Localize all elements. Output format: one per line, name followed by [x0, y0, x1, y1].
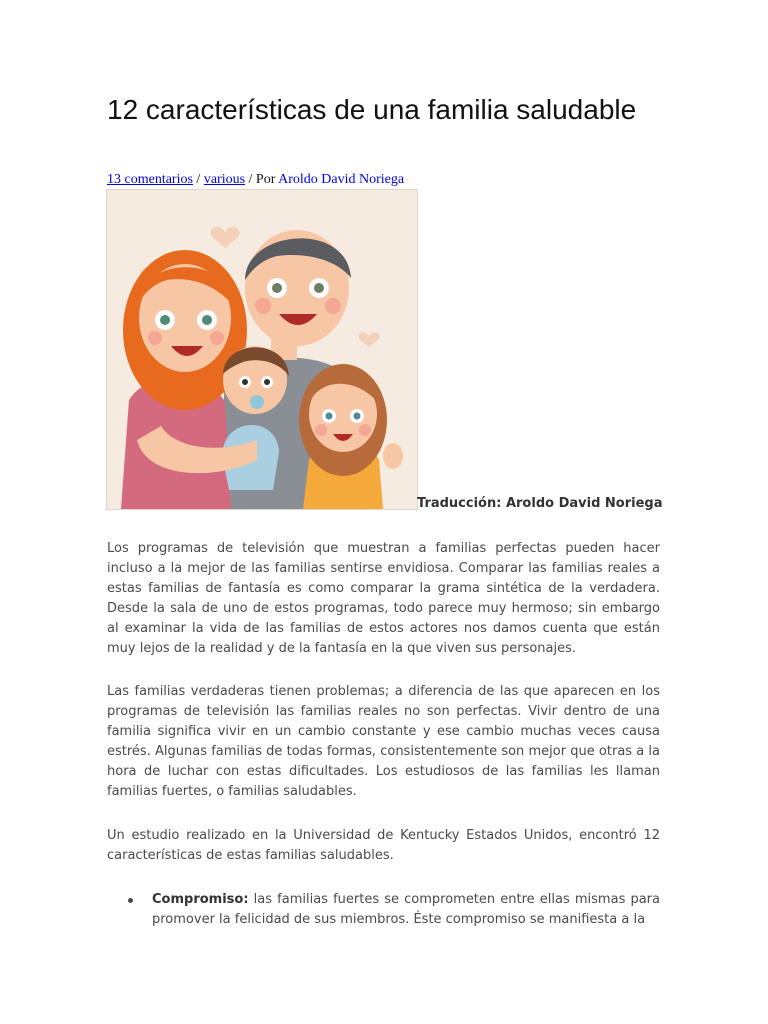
- meta-separator: /: [192, 172, 204, 187]
- post-meta: [107, 172, 404, 188]
- family-illustration: [107, 190, 417, 509]
- image-caption: Traducción: Aroldo David Noriega: [417, 496, 663, 511]
- bullet-icon: [128, 898, 133, 903]
- bullet-term: Compromiso:: [152, 892, 249, 907]
- bullet-text: las familias fuertes se comprometen entre ellas mismas para promover la felicidad de sus miembros. Éste compromiso se manifiesta a la: [152, 892, 660, 927]
- page-title: 12 características de una familia saludable: [107, 94, 637, 125]
- paragraph-2: Las familias verdaderas tienen problemas; a diferencia de las que aparecen en los programas de televisión las familias reales no son perfectas. Vivir dentro de una familia significa vivir en un cambio constante y ese cambio muchas veces causa estrés. Algunas familias de todas formas, consistentemente son mejor que otras a la hora de luchar con estas dificultades. Los estudiosos de las familias les llaman familias fuertes, o familias saludables.: [107, 684, 660, 799]
- paragraph-3: Un estudio realizado en la Universidad de Kentucky Estados Unidos, encontró 12 características de estas familias saludables.: [107, 828, 660, 863]
- category-link[interactable]: various: [203, 172, 246, 187]
- comments-link[interactable]: 13 comentarios: [107, 172, 193, 187]
- meta-separator-by: / Por: [245, 172, 279, 187]
- list-item: [107, 890, 660, 930]
- paragraph-1: Los programas de televisión que muestran a familias perfectas pueden hacer incluso a la mejor de las familias sentirse envidiosa. Comparar las familias reales a estas familias de fantasía es como comparar la grama sintética de la verdadera. Desde la sala de uno de estos programas, todo parece muy hermoso; sin embargo al examinar la vida de las familias de estos actores nos damos cuenta que están muy lejos de la realidad y de la fantasía en la que viven sus personajes.: [107, 541, 660, 656]
- family-illustration-art: [107, 190, 417, 509]
- characteristics-list: [107, 863, 660, 930]
- author-link[interactable]: Aroldo David Noriega: [278, 172, 405, 187]
